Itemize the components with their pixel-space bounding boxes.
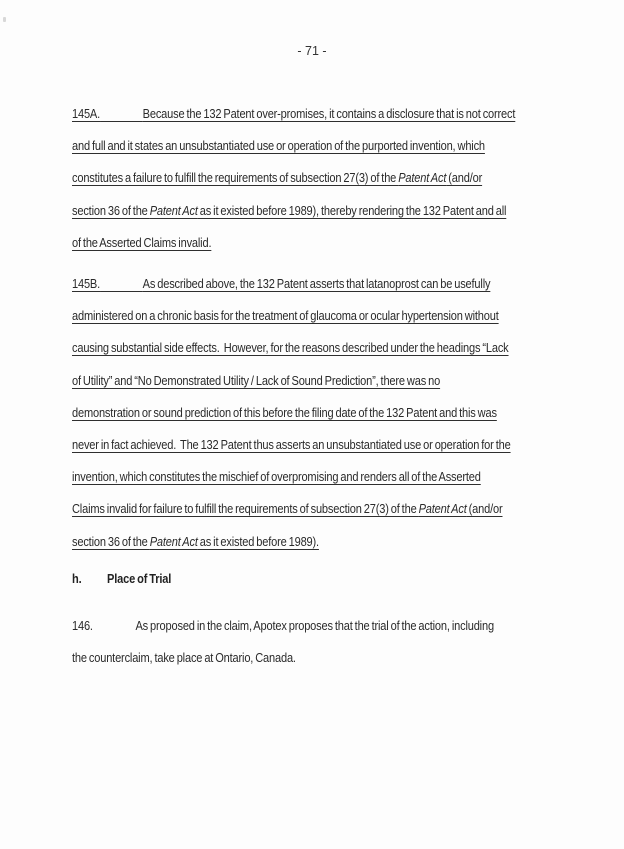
- paragraph-146: [72, 610, 568, 674]
- tab-space: [93, 618, 136, 633]
- text-line: [72, 397, 511, 429]
- text-line: [72, 429, 511, 461]
- text-run: section 36 of the: [72, 202, 150, 218]
- text-run: invention, which constitutes the mischief of overpromising and renders all of the Asserted: [72, 469, 481, 485]
- text-run: 145A.: [72, 106, 101, 121]
- text-run: 145B.: [72, 276, 101, 291]
- text-run: never in fact achieved. The 132 Patent thus asserts an unsubstantiated use or operation for the: [72, 436, 511, 452]
- text-line: [72, 461, 511, 493]
- text-run: As described above, the 132 Patent asserts that latanoprost can be usefully: [142, 276, 491, 291]
- text-run: (and/or: [446, 170, 483, 186]
- text-run: and full and it states an unsubstantiated use or operation of the purported invention, which: [72, 138, 485, 154]
- text-run: 146.: [72, 618, 93, 633]
- text-line: [72, 130, 515, 162]
- text-run: As proposed in the claim, Apotex proposes that the trial of the action, including: [135, 618, 494, 633]
- paragraph-145b: [72, 268, 588, 558]
- scan-artifact: [3, 17, 6, 22]
- text-line: [72, 365, 511, 397]
- italic-text-run: Patent Act: [418, 501, 467, 517]
- text-line: [72, 268, 511, 300]
- text-run: as it existed before 1989), thereby rendering the 132 Patent and all: [197, 202, 507, 218]
- tab-space: [81, 571, 107, 586]
- text-line: [72, 98, 515, 130]
- text-line: [72, 227, 515, 259]
- paragraph-145a: [72, 98, 594, 259]
- text-run: administered on a chronic basis for the treatment of glaucoma or ocular hypertension without: [72, 308, 499, 324]
- text-run: of Utility” and “No Demonstrated Utility / Lack of Sound Prediction”, there was no: [72, 372, 441, 388]
- italic-text-run: Patent Act: [398, 170, 447, 186]
- text-line: [72, 493, 511, 525]
- text-line: [72, 195, 515, 227]
- text-run: the counterclaim, take place at Ontario, Canada.: [72, 650, 296, 666]
- page-number: - 71 -: [297, 44, 327, 58]
- text-run: section 36 of the: [72, 533, 150, 549]
- text-run: of the Asserted Claims invalid.: [72, 234, 212, 250]
- text-run: causing substantial side effects. However, for the reasons described under the headings “Lack: [72, 340, 509, 356]
- tab-space: [100, 276, 143, 291]
- text-line: [72, 526, 511, 558]
- text-line: [72, 610, 494, 642]
- text-line: [72, 563, 171, 595]
- text-run: Place of Trial: [107, 571, 172, 586]
- text-line: [72, 332, 511, 364]
- text-run: Claims invalid for failure to fulfill the requirements of subsection 27(3) of the: [72, 501, 419, 517]
- text-line: [72, 162, 515, 194]
- tab-space: [100, 106, 143, 121]
- text-run: Because the 132 Patent over-promises, it contains a disclosure that is not correct: [142, 106, 516, 121]
- text-run: (and/or: [466, 501, 503, 517]
- heading-place-of-trial: [72, 563, 189, 595]
- text-run: as it existed before 1989).: [197, 533, 319, 549]
- italic-text-run: Patent Act: [149, 533, 198, 549]
- italic-text-run: Patent Act: [149, 202, 198, 218]
- text-run: demonstration or sound prediction of this before the filing date of the 132 Patent and this was: [72, 404, 497, 420]
- text-line: [72, 642, 494, 674]
- text-run: h.: [72, 571, 82, 586]
- text-line: [72, 300, 511, 332]
- text-run: constitutes a failure to fulfill the requirements of subsection 27(3) of the: [72, 170, 399, 186]
